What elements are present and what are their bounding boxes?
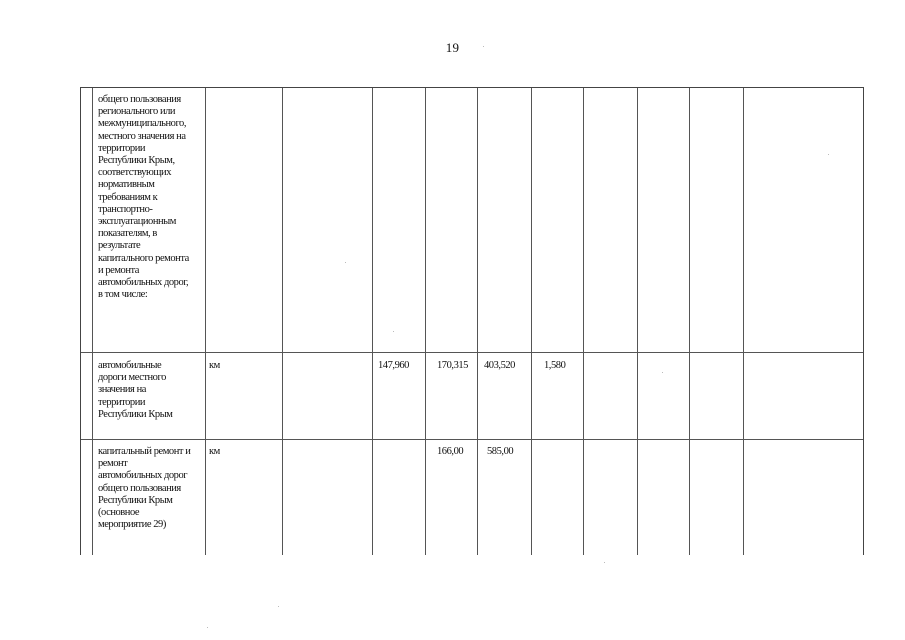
- column-divider: [583, 88, 584, 555]
- column-divider: [372, 88, 373, 555]
- table-row-2-unit: км: [209, 360, 220, 371]
- column-divider: [92, 88, 93, 555]
- scan-speck: [393, 331, 394, 332]
- column-divider: [689, 88, 690, 555]
- column-divider: [477, 88, 478, 555]
- column-divider: [425, 88, 426, 555]
- scan-speck: [662, 372, 663, 373]
- scan-speck: [207, 627, 208, 628]
- table-row-2-description: автомобильные дороги местного значения на территории Республики Крым: [98, 360, 173, 420]
- scan-speck: [345, 262, 346, 263]
- scan-speck: [278, 606, 279, 607]
- table-row-3-value-3: 166,00: [437, 446, 464, 457]
- data-table: [80, 87, 864, 555]
- column-divider: [531, 88, 532, 555]
- table-row-3-unit: км: [209, 446, 220, 457]
- scan-speck: [828, 154, 829, 155]
- table-row-1-description: общего пользования регионального или межмуниципального, местного значения на территории Республики Крым, соответствующих нормативным требованиям к транспортно- эксплуатационным показателям, в результате капитального ремонта и ремонта автомобильных дорог, в том числе:: [98, 94, 189, 301]
- scan-speck: [483, 46, 484, 47]
- table-row-2-value-2: 147,960: [378, 360, 409, 371]
- page-number: 19: [445, 40, 460, 55]
- row-divider: [81, 439, 863, 440]
- row-divider: [81, 352, 863, 353]
- table-row-2-value-4: 403,520: [484, 360, 515, 371]
- table-row-2-value-5: 1,580: [544, 360, 566, 371]
- table-row-3-value-4: 585,00: [487, 446, 514, 457]
- scan-speck: [604, 562, 605, 563]
- column-divider: [637, 88, 638, 555]
- table-row-3-description: капитальный ремонт и ремонт автомобильных дорог общего пользования Республики Крым (основное мероприятие 29): [98, 446, 191, 531]
- column-divider: [743, 88, 744, 555]
- column-divider: [282, 88, 283, 555]
- column-divider: [205, 88, 206, 555]
- table-row-2-value-3: 170,315: [437, 360, 468, 371]
